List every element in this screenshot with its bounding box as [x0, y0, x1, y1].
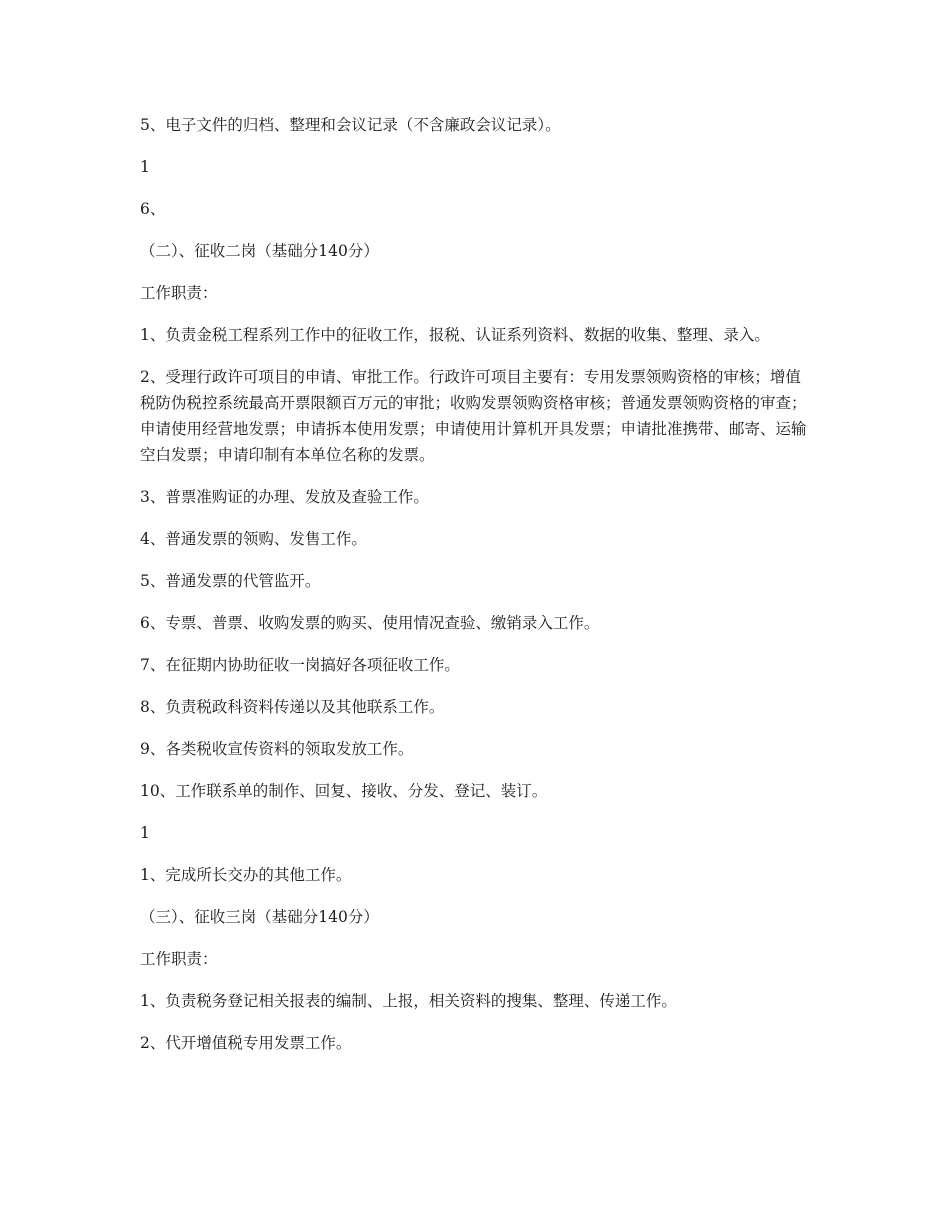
paragraph-item-6: 6、 [140, 200, 166, 218]
page-number: 1 [140, 158, 150, 176]
duty-item-6: 6、专票、普票、收购发票的购买、使用情况查验、缴销录入工作。 [140, 614, 600, 632]
duty-item-other: 1、完成所长交办的其他工作。 [140, 866, 352, 884]
page-number: 1 [140, 824, 150, 842]
duty-item-2: 2、代开增值税专用发票工作。 [140, 1034, 352, 1052]
section-heading-collection-post-3: （三）、征收三岗（基础分140分） [140, 908, 379, 926]
duty-item-1: 1、负责金税工程系列工作中的征收工作，报税、认证系列资料、数据的收集、整理、录入。 [140, 326, 770, 344]
duty-item-1: 1、负责税务登记相关报表的编制、上报，相关资料的搜集、整理、传递工作。 [140, 992, 677, 1010]
paragraph-item-5-archive: 5、电子文件的归档、整理和会议记录（不含廉政会议记录）。 [140, 116, 561, 134]
duty-item-3: 3、普票准购证的办理、发放及查验工作。 [140, 488, 429, 506]
section-heading-collection-post-2: （二）、征收二岗（基础分140分） [140, 242, 379, 260]
duty-item-8: 8、负责税政科资料传递以及其他联系工作。 [140, 698, 445, 716]
duty-item-10: 10、工作联系单的制作、回复、接收、分发、登记、装订。 [140, 782, 548, 800]
document-body [140, 112, 812, 1072]
duty-item-5: 5、普通发票的代管监开。 [140, 572, 321, 590]
duty-item-7: 7、在征期内协助征收一岗搞好各项征收工作。 [140, 656, 460, 674]
duties-label: 工作职责： [140, 950, 218, 968]
duties-label: 工作职责： [140, 284, 218, 302]
duty-item-4: 4、普通发票的领购、发售工作。 [140, 530, 367, 548]
duty-item-9: 9、各类税收宣传资料的领取发放工作。 [140, 740, 414, 758]
duty-item-2: 2、受理行政许可项目的申请、审批工作。行政许可项目主要有：专用发票领购资格的审核；增值税防伪税控系统最高开票限额百万元的审批；收购发票领购资格审核；普通发票领购资格的审查；申请使用经营地发票；申请拆本使用发票；申请使用计算机开具发票；申请批准携带、邮寄、运输空白发票；申请印制有本单位名称的发票。 [140, 368, 807, 464]
